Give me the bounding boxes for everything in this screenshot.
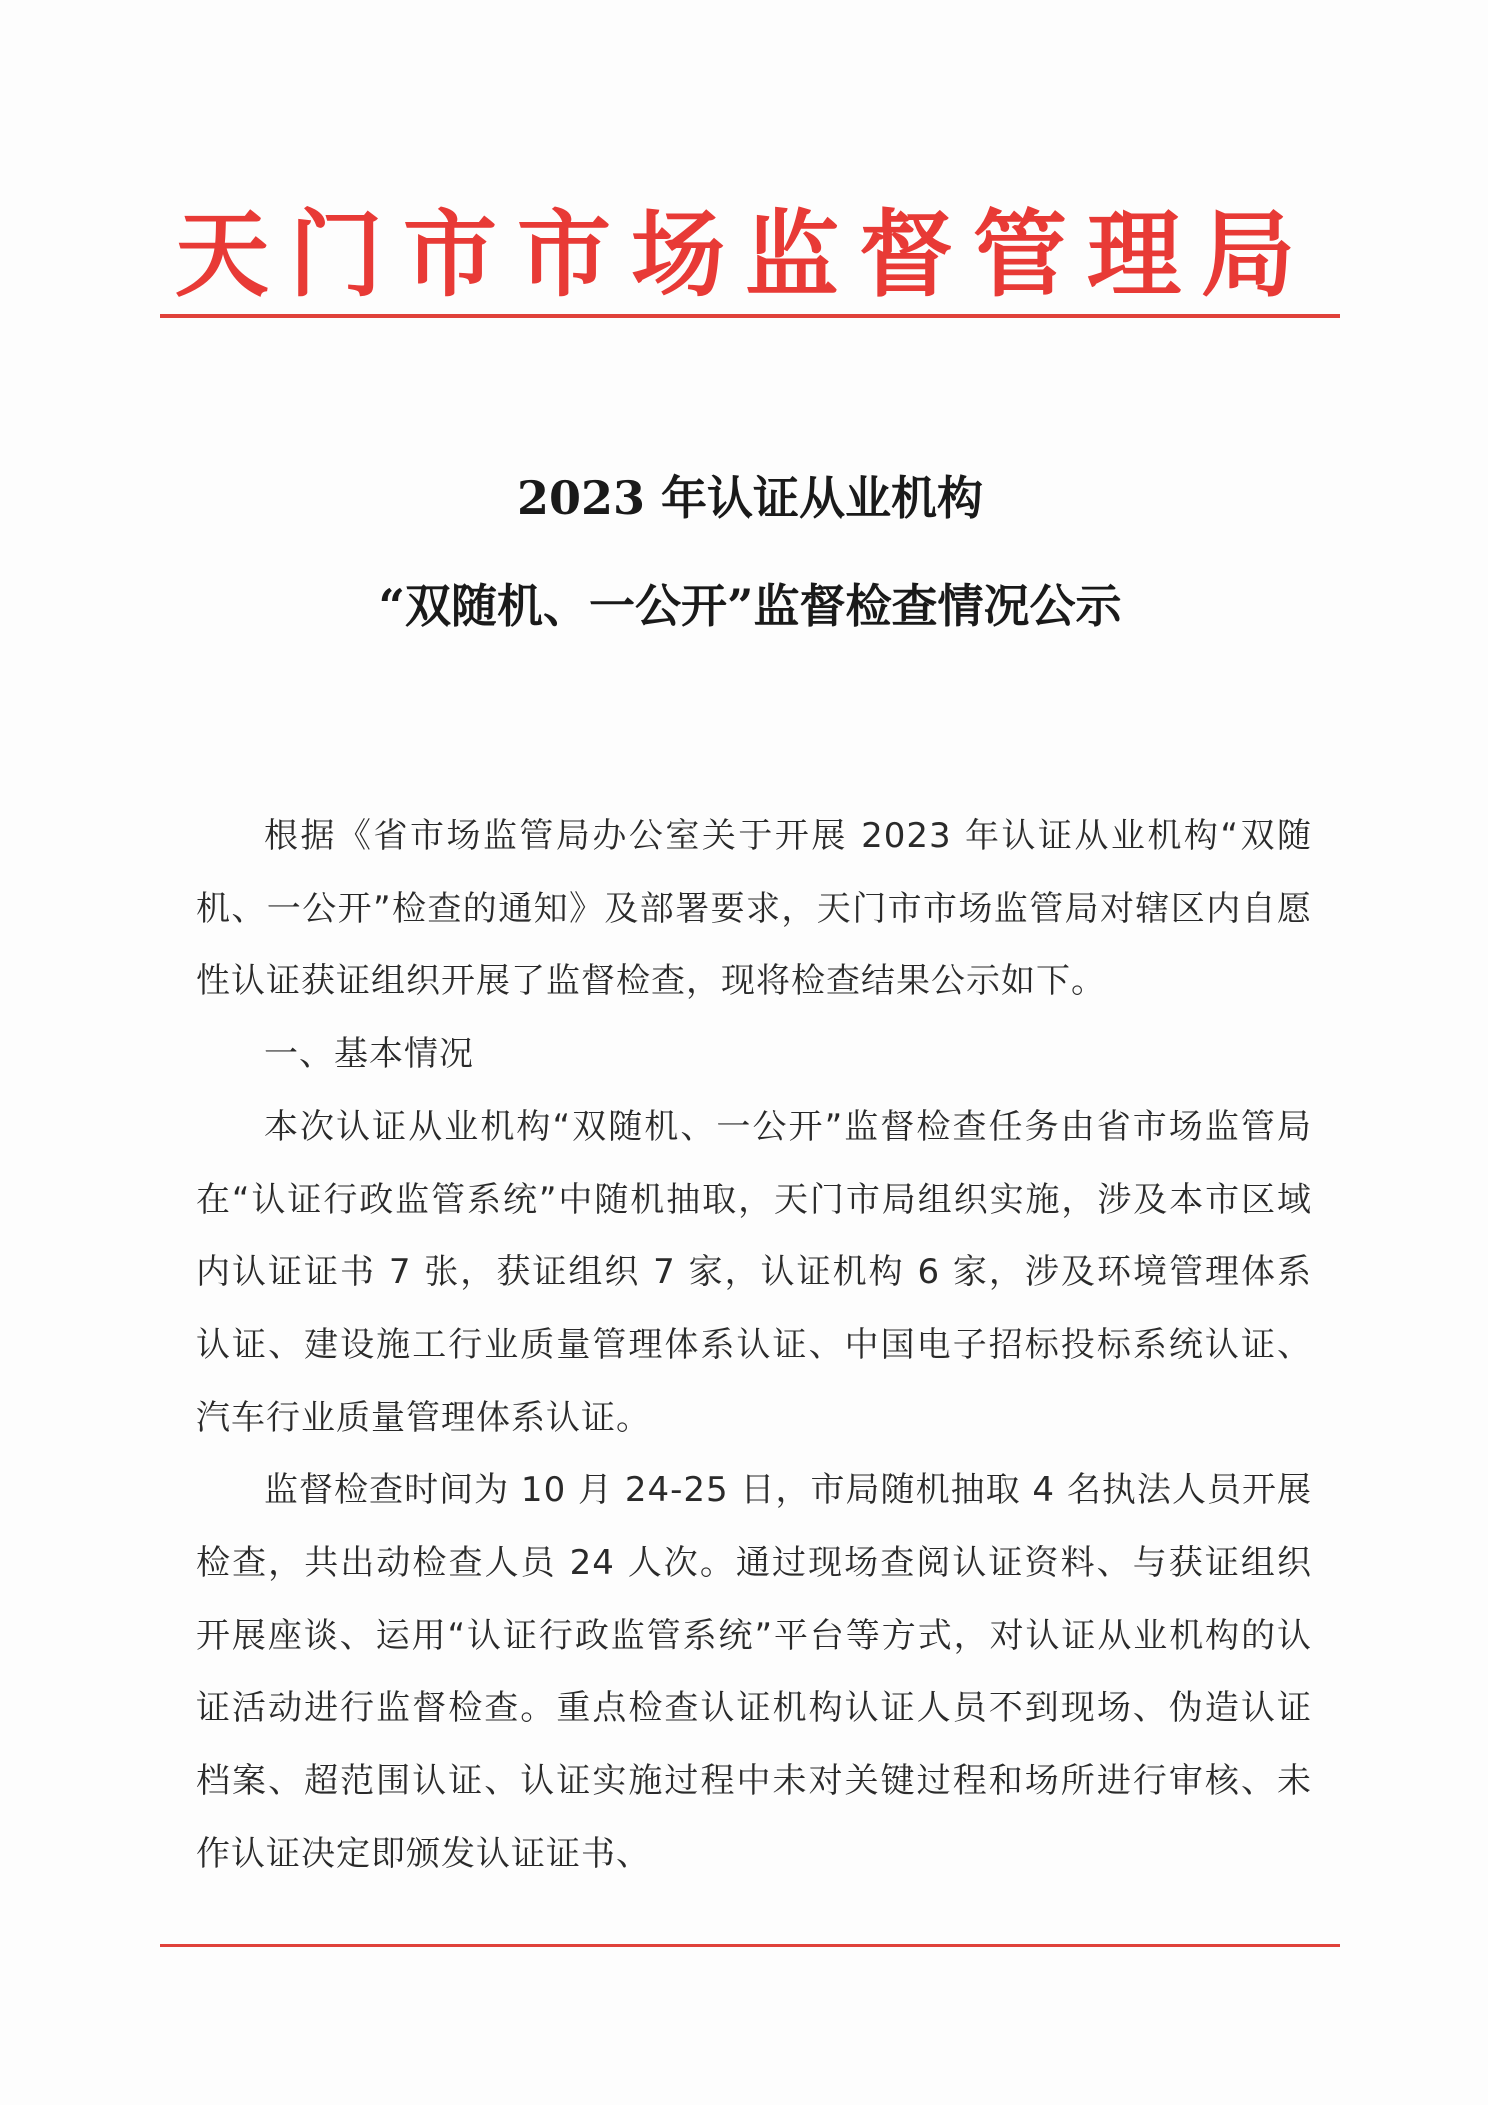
header-red-rule <box>160 314 1340 318</box>
body-paragraph-scope: 本次认证从业机构“双随机、一公开”监督检查任务由省市场监管局在“认证行政监管系统”中随机抽取，天门市局组织实施，涉及本市区域内认证证书 7 张，获证组织 7 家，认证机构 6 家，涉及环境管理体系认证、建设施工行业质量管理体系认证、中国电子招标投标系统认证、汽车行业质量管理体系认证。 <box>196 1106 1312 1438</box>
document-title-line1: 2023 年认证从业机构 <box>516 471 984 525</box>
document-body <box>196 800 1312 1891</box>
footer-red-rule <box>160 1944 1340 1947</box>
agency-header-title: 天门市市场监督管理局 <box>174 200 1315 310</box>
body-paragraph-inspection: 监督检查时间为 10 月 24-25 日，市局随机抽取 4 名执法人员开展检查，共出动检查人员 24 人次。通过现场查阅认证资料、与获证组织开展座谈、运用“认证行政监管系统”平台等方式，对认证从业机构的认证活动进行监督检查。重点检查认证机构认证人员不到现场、伪造认证档案、超范围认证、认证实施过程中未对关键过程和场所进行审核、未作认证决定即颁发认证证书、 <box>196 1470 1312 1874</box>
body-paragraph-intro: 根据《省市场监管局办公室关于开展 2023 年认证从业机构“双随机、一公开”检查的通知》及部署要求，天门市市场监管局对辖区内自愿性认证获证组织开展了监督检查，现将检查结果公示如下。 <box>196 816 1312 1002</box>
section-heading-basic-info: 一、基本情况 <box>264 1034 474 1075</box>
document-title-line2: “双随机、一公开”监督检查情况公示 <box>378 579 1122 633</box>
